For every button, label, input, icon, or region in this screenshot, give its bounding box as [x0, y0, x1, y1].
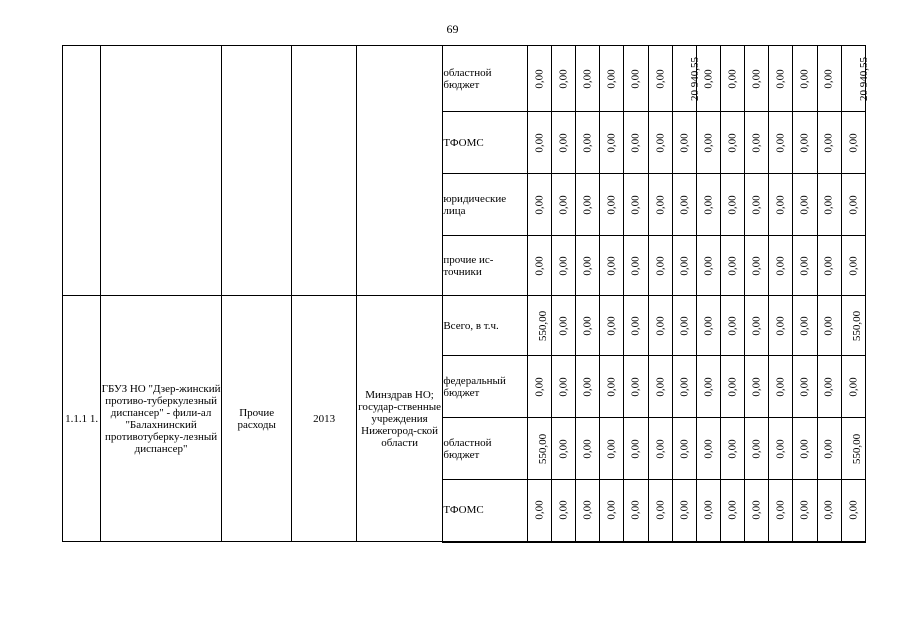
value-text: 0,00 — [605, 376, 618, 397]
value-cell — [527, 356, 551, 418]
value-text: 0,00 — [629, 132, 642, 153]
value-text: 0,00 — [798, 132, 811, 153]
value-cell — [720, 46, 744, 112]
source-label: областной бюджет — [443, 46, 528, 112]
value-text: 0,00 — [750, 255, 763, 276]
value-text: 0,00 — [581, 68, 594, 89]
value-cell — [793, 236, 817, 296]
value-cell — [672, 46, 701, 112]
value-cell — [841, 296, 865, 356]
value-cell — [648, 112, 672, 174]
value-text: 0,00 — [654, 376, 667, 397]
value-cell — [841, 46, 870, 112]
value-cell — [600, 46, 624, 112]
value-text: 0,00 — [823, 255, 836, 276]
value-cell — [793, 112, 817, 174]
value-text: 0,00 — [702, 376, 715, 397]
value-cell — [672, 356, 696, 418]
value-cell — [769, 174, 793, 236]
value-text: 0,00 — [750, 194, 763, 215]
value-text: 0,00 — [678, 315, 691, 336]
value-cell — [600, 174, 624, 236]
cell-code-empty — [63, 46, 101, 296]
table-row — [63, 296, 866, 356]
value-text: 0,00 — [678, 438, 691, 459]
value-cell — [527, 296, 551, 356]
value-text: 550,00 — [536, 310, 549, 341]
value-cell — [817, 174, 841, 236]
value-text: 0,00 — [823, 194, 836, 215]
value-text: 0,00 — [629, 68, 642, 89]
source-label: ТФОМС — [443, 112, 528, 174]
item-name: ГБУЗ НО "Дзер-жинский противо-туберкулезный диспансер" - фили-ал "Балахнинский противотуберку-лезный диспансер" — [101, 296, 222, 542]
value-cell — [769, 480, 793, 542]
value-cell — [696, 236, 720, 296]
value-cell — [552, 112, 576, 174]
value-cell — [696, 112, 720, 174]
value-text: 0,00 — [533, 68, 546, 89]
value-text: 0,00 — [702, 315, 715, 336]
value-cell — [817, 356, 841, 418]
value-cell — [672, 418, 696, 480]
table-body — [63, 46, 870, 542]
value-cell — [769, 112, 793, 174]
value-text: 0,00 — [557, 255, 570, 276]
page-number: 69 — [446, 22, 459, 36]
value-cell — [672, 296, 696, 356]
expense-type: Прочие расходы — [221, 296, 291, 542]
value-cell — [624, 356, 648, 418]
value-cell — [576, 418, 600, 480]
value-cell — [576, 236, 600, 296]
value-cell — [648, 46, 672, 112]
value-cell — [576, 46, 600, 112]
value-text: 0,00 — [798, 438, 811, 459]
value-cell — [624, 46, 648, 112]
value-text: 0,00 — [726, 132, 739, 153]
value-text: 0,00 — [774, 194, 787, 215]
value-text: 0,00 — [654, 132, 667, 153]
value-text: 0,00 — [823, 438, 836, 459]
value-text: 0,00 — [605, 255, 618, 276]
value-text: 0,00 — [750, 500, 763, 520]
value-cell — [672, 480, 696, 542]
value-text: 0,00 — [629, 376, 642, 397]
value-cell — [817, 480, 841, 542]
value-text: 0,00 — [605, 315, 618, 336]
executor: Минздрав НО; государ-ственные учреждения Нижегород-ской области — [356, 296, 443, 542]
source-label: прочие ис-точники — [443, 236, 528, 296]
value-text: 0,00 — [847, 376, 860, 397]
value-text: 0,00 — [798, 500, 811, 520]
value-text: 0,00 — [557, 376, 570, 397]
value-text: 0,00 — [654, 500, 667, 520]
value-cell — [817, 46, 841, 112]
value-text: 0,00 — [678, 376, 691, 397]
value-cell — [600, 112, 624, 174]
value-text: 0,00 — [726, 68, 739, 89]
value-text: 0,00 — [726, 315, 739, 336]
value-cell — [576, 356, 600, 418]
value-text: 0,00 — [533, 255, 546, 276]
value-text: 0,00 — [847, 500, 860, 520]
value-cell — [648, 174, 672, 236]
value-text: 20 940,55 — [688, 56, 701, 101]
value-cell — [745, 480, 769, 542]
value-cell — [745, 418, 769, 480]
value-cell — [576, 480, 600, 542]
value-text: 0,00 — [702, 438, 715, 459]
value-text: 0,00 — [581, 500, 594, 520]
value-text: 0,00 — [774, 255, 787, 276]
value-cell — [672, 174, 696, 236]
value-text: 550,00 — [850, 433, 863, 464]
value-text: 0,00 — [847, 255, 860, 276]
value-cell — [793, 480, 817, 542]
value-cell — [696, 356, 720, 418]
value-text: 0,00 — [605, 500, 618, 520]
value-cell — [552, 480, 576, 542]
value-cell — [648, 296, 672, 356]
value-cell — [817, 418, 841, 480]
value-text: 0,00 — [654, 255, 667, 276]
value-cell — [648, 356, 672, 418]
value-cell — [624, 296, 648, 356]
value-text: 0,00 — [557, 68, 570, 89]
value-text: 0,00 — [702, 194, 715, 215]
value-cell — [793, 296, 817, 356]
value-text: 0,00 — [798, 68, 811, 89]
source-label: федеральный бюджет — [443, 356, 528, 418]
value-text: 0,00 — [823, 315, 836, 336]
value-cell — [769, 46, 793, 112]
value-text: 0,00 — [823, 376, 836, 397]
value-cell — [769, 236, 793, 296]
value-cell — [527, 480, 551, 542]
value-text: 0,00 — [798, 194, 811, 215]
value-text: 0,00 — [702, 132, 715, 153]
value-cell — [527, 112, 551, 174]
cell-year-empty — [292, 46, 356, 296]
value-text: 0,00 — [823, 132, 836, 153]
value-cell — [600, 356, 624, 418]
value-cell — [696, 418, 720, 480]
value-text: 0,00 — [557, 194, 570, 215]
source-label: юридические лица — [443, 174, 528, 236]
value-text: 0,00 — [629, 500, 642, 520]
value-cell — [841, 418, 865, 480]
value-cell — [817, 296, 841, 356]
value-text: 0,00 — [605, 438, 618, 459]
value-text: 0,00 — [750, 68, 763, 89]
value-cell — [841, 356, 865, 418]
value-cell — [600, 236, 624, 296]
value-cell — [576, 296, 600, 356]
value-cell — [720, 236, 744, 296]
value-cell — [793, 356, 817, 418]
value-text: 0,00 — [557, 438, 570, 459]
value-text: 0,00 — [629, 194, 642, 215]
value-text: 0,00 — [605, 132, 618, 153]
value-cell — [720, 174, 744, 236]
value-cell — [769, 418, 793, 480]
value-text: 0,00 — [774, 376, 787, 397]
value-cell — [696, 296, 720, 356]
value-text: 0,00 — [702, 68, 715, 89]
value-text: 0,00 — [533, 376, 546, 397]
value-cell — [552, 46, 576, 112]
value-text: 0,00 — [702, 500, 715, 520]
value-text: 0,00 — [605, 68, 618, 89]
value-text: 0,00 — [798, 255, 811, 276]
value-cell — [527, 236, 551, 296]
value-text: 0,00 — [581, 194, 594, 215]
value-cell — [576, 112, 600, 174]
value-text: 0,00 — [581, 255, 594, 276]
value-cell — [527, 418, 551, 480]
value-text: 0,00 — [702, 255, 715, 276]
value-text: 0,00 — [774, 132, 787, 153]
value-text: 0,00 — [847, 194, 860, 215]
value-cell — [672, 236, 696, 296]
value-text: 0,00 — [654, 438, 667, 459]
value-text: 0,00 — [726, 438, 739, 459]
value-cell — [552, 174, 576, 236]
value-text: 0,00 — [557, 500, 570, 520]
value-cell — [624, 174, 648, 236]
value-cell — [624, 480, 648, 542]
value-text: 0,00 — [726, 376, 739, 397]
value-cell — [745, 296, 769, 356]
value-cell — [720, 480, 744, 542]
value-cell — [793, 174, 817, 236]
value-cell — [769, 296, 793, 356]
value-text: 20 940,55 — [857, 56, 870, 101]
value-text: 0,00 — [750, 132, 763, 153]
value-cell — [720, 296, 744, 356]
value-cell — [696, 174, 720, 236]
cell-expense-empty — [221, 46, 291, 296]
value-text: 550,00 — [850, 310, 863, 341]
value-text: 0,00 — [678, 255, 691, 276]
value-text: 0,00 — [774, 315, 787, 336]
value-cell — [817, 112, 841, 174]
value-text: 0,00 — [823, 500, 836, 520]
value-cell — [624, 112, 648, 174]
value-text: 0,00 — [726, 255, 739, 276]
value-cell — [552, 418, 576, 480]
value-text: 550,00 — [536, 433, 549, 464]
value-cell — [745, 46, 769, 112]
value-text: 0,00 — [654, 194, 667, 215]
item-year: 2013 — [292, 296, 356, 542]
value-cell — [720, 112, 744, 174]
value-text: 0,00 — [678, 132, 691, 153]
value-text: 0,00 — [678, 194, 691, 215]
value-text: 0,00 — [533, 500, 546, 520]
value-cell — [600, 418, 624, 480]
value-cell — [841, 236, 865, 296]
value-cell — [745, 356, 769, 418]
source-label: Всего, в т.ч. — [443, 296, 528, 356]
value-text: 0,00 — [581, 376, 594, 397]
value-text: 0,00 — [678, 500, 691, 520]
value-cell — [552, 356, 576, 418]
value-cell — [745, 236, 769, 296]
value-cell — [624, 236, 648, 296]
value-cell — [576, 174, 600, 236]
value-cell — [841, 112, 865, 174]
value-text: 0,00 — [654, 68, 667, 89]
value-cell — [648, 480, 672, 542]
value-cell — [720, 356, 744, 418]
item-code: 1.1.1 1. — [63, 296, 101, 542]
value-text: 0,00 — [774, 500, 787, 520]
value-cell — [600, 480, 624, 542]
value-cell — [696, 480, 720, 542]
value-cell — [793, 46, 817, 112]
value-cell — [624, 418, 648, 480]
value-text: 0,00 — [774, 438, 787, 459]
value-cell — [769, 356, 793, 418]
value-text: 0,00 — [774, 68, 787, 89]
value-cell — [600, 296, 624, 356]
value-cell — [552, 236, 576, 296]
value-text: 0,00 — [847, 132, 860, 153]
value-cell — [745, 112, 769, 174]
value-text: 0,00 — [533, 132, 546, 153]
value-cell — [841, 480, 865, 542]
value-text: 0,00 — [581, 315, 594, 336]
source-label: ТФОМС — [443, 480, 528, 542]
value-cell — [793, 418, 817, 480]
value-cell — [696, 46, 720, 112]
value-cell — [841, 174, 865, 236]
value-text: 0,00 — [629, 255, 642, 276]
value-cell — [672, 112, 696, 174]
value-text: 0,00 — [605, 194, 618, 215]
value-cell — [527, 174, 551, 236]
source-label: областной бюджет — [443, 418, 528, 480]
value-text: 0,00 — [726, 194, 739, 215]
value-text: 0,00 — [629, 438, 642, 459]
value-cell — [745, 174, 769, 236]
value-text: 0,00 — [581, 132, 594, 153]
value-cell — [817, 236, 841, 296]
value-text: 0,00 — [654, 315, 667, 336]
value-cell — [552, 296, 576, 356]
value-text: 0,00 — [798, 315, 811, 336]
value-text: 0,00 — [750, 438, 763, 459]
value-text: 0,00 — [750, 376, 763, 397]
value-text: 0,00 — [750, 315, 763, 336]
value-text: 0,00 — [726, 500, 739, 520]
cell-executor-empty — [356, 46, 443, 296]
value-cell — [648, 418, 672, 480]
value-cell — [527, 46, 551, 112]
value-cell — [648, 236, 672, 296]
value-text: 0,00 — [798, 376, 811, 397]
value-text: 0,00 — [581, 438, 594, 459]
value-cell — [720, 418, 744, 480]
cell-name-empty — [101, 46, 222, 296]
budget-table — [62, 45, 870, 543]
value-text: 0,00 — [823, 68, 836, 89]
value-text: 0,00 — [533, 194, 546, 215]
value-text: 0,00 — [557, 132, 570, 153]
value-text: 0,00 — [629, 315, 642, 336]
table-row — [63, 46, 866, 112]
value-text: 0,00 — [557, 315, 570, 336]
